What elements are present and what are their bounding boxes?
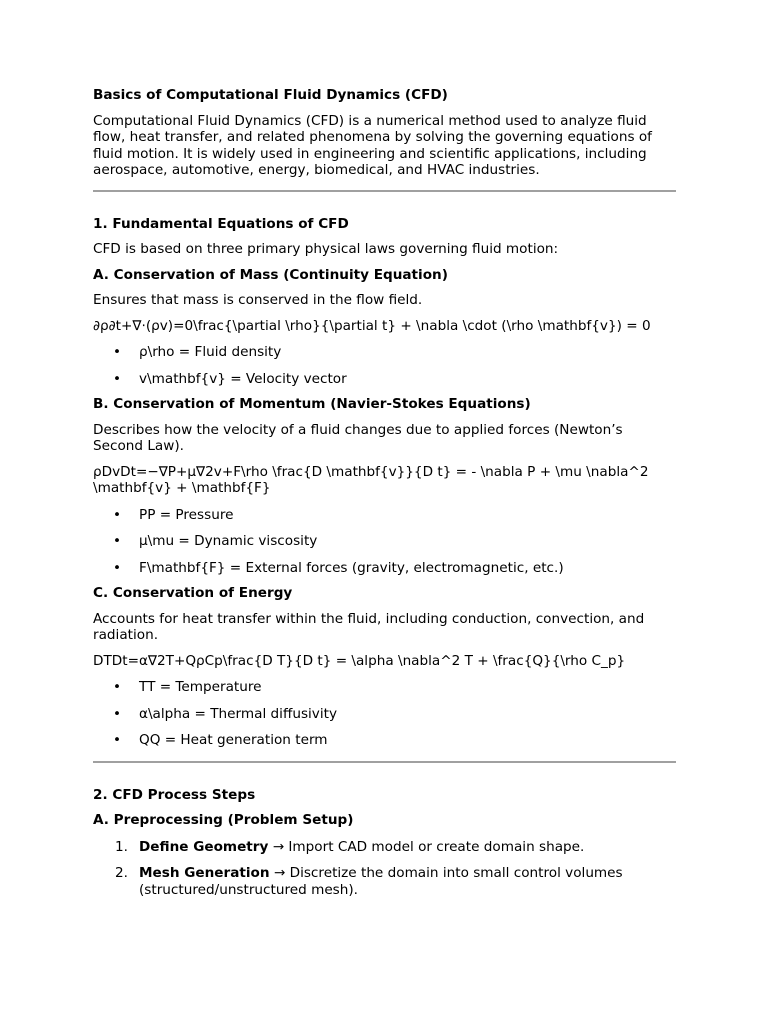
bullet: • <box>113 559 122 576</box>
list-item-text: μ\mu = Dynamic viscosity <box>139 533 318 549</box>
bullet: • <box>113 370 122 387</box>
energy-description: Accounts for heat transfer within the fluid, including conduction, convection, and radiation. <box>93 610 645 643</box>
list-item <box>93 507 676 524</box>
list-item <box>93 533 676 550</box>
mass-heading: A. Conservation of Mass (Continuity Equation) <box>93 266 448 283</box>
step-term: Mesh Generation <box>139 865 270 881</box>
list-item <box>93 679 676 696</box>
list-item <box>93 560 676 577</box>
list-item-text: ρ\rho = Fluid density <box>139 344 282 360</box>
document-title: Basics of Computational Fluid Dynamics (CFD) <box>93 87 448 103</box>
list-item <box>93 839 676 856</box>
momentum-heading: B. Conservation of Momentum (Navier-Stokes Equations) <box>93 396 531 412</box>
list-item <box>93 732 676 749</box>
intro-paragraph: Computational Fluid Dynamics (CFD) is a numerical method used to analyze fluid flow, heat transfer, and related phenomena by solving the governing equations of fluid motion. It is widely used in engineering and scientific applications, including aerospace, automotive, energy, biomedical, and HVAC industries. <box>93 112 652 178</box>
step-term: Define Geometry <box>139 838 269 855</box>
list-item <box>93 344 676 361</box>
list-item-text: α\alpha = Thermal diffusivity <box>139 705 337 722</box>
section-divider <box>93 761 676 763</box>
mass-equation: ∂ρ∂t+∇⋅(ρv)=0\frac{\partial \rho}{\partial t} + \nabla \cdot (\rho \mathbf{v}) = 0 <box>93 317 651 334</box>
section1-intro: CFD is based on three primary physical laws governing fluid motion: <box>93 241 559 257</box>
section1-heading: 1. Fundamental Equations of CFD <box>93 215 349 232</box>
step-text: → Import CAD model or create domain shape. <box>268 838 585 855</box>
bullet: • <box>113 533 122 549</box>
energy-heading: C. Conservation of Energy <box>93 585 293 601</box>
list-item <box>93 371 676 388</box>
list-item-text: QQ = Heat generation term <box>139 732 328 748</box>
bullet: • <box>113 705 122 722</box>
list-item-text: v\mathbf{v} = Velocity vector <box>139 370 347 387</box>
bullet: • <box>113 732 122 748</box>
list-item <box>93 865 676 898</box>
document-page <box>93 87 676 898</box>
momentum-bullet-list <box>93 507 676 577</box>
energy-equation: DTDt=α∇2T+QρCp\frac{D T}{D t} = \alpha \nabla^2 T + \frac{Q}{\rho C_p} <box>93 652 626 669</box>
step-text: → Discretize the domain into small control volumes (structured/unstructured mesh). <box>139 865 623 898</box>
bullet: • <box>113 344 122 360</box>
mass-description: Ensures that mass is conserved in the flow field. <box>93 292 423 308</box>
list-item-text: F\mathbf{F} = External forces (gravity, electromagnetic, etc.) <box>139 559 564 576</box>
list-number: 2. <box>115 865 128 881</box>
momentum-description: Describes how the velocity of a fluid changes due to applied forces (Newton’s Second Law). <box>93 421 623 454</box>
mass-bullet-list <box>93 344 676 387</box>
preprocessing-heading: A. Preprocessing (Problem Setup) <box>93 812 354 828</box>
list-item <box>93 706 676 723</box>
bullet: • <box>113 679 122 695</box>
list-item-text: TT = Temperature <box>139 679 262 695</box>
list-number: 1. <box>115 838 128 855</box>
section2-heading: 2. CFD Process Steps <box>93 786 256 803</box>
list-item-text: PP = Pressure <box>139 506 234 523</box>
preprocessing-step-list <box>93 839 676 899</box>
momentum-equation: ρDvDt=−∇P+μ∇2v+F\rho \frac{D \mathbf{v}}{D t} = - \nabla P + \mu \nabla^2 \mathbf{v} + \mathbf{F} <box>93 463 649 496</box>
bullet: • <box>113 506 122 523</box>
energy-bullet-list <box>93 679 676 749</box>
section-divider <box>93 190 676 192</box>
